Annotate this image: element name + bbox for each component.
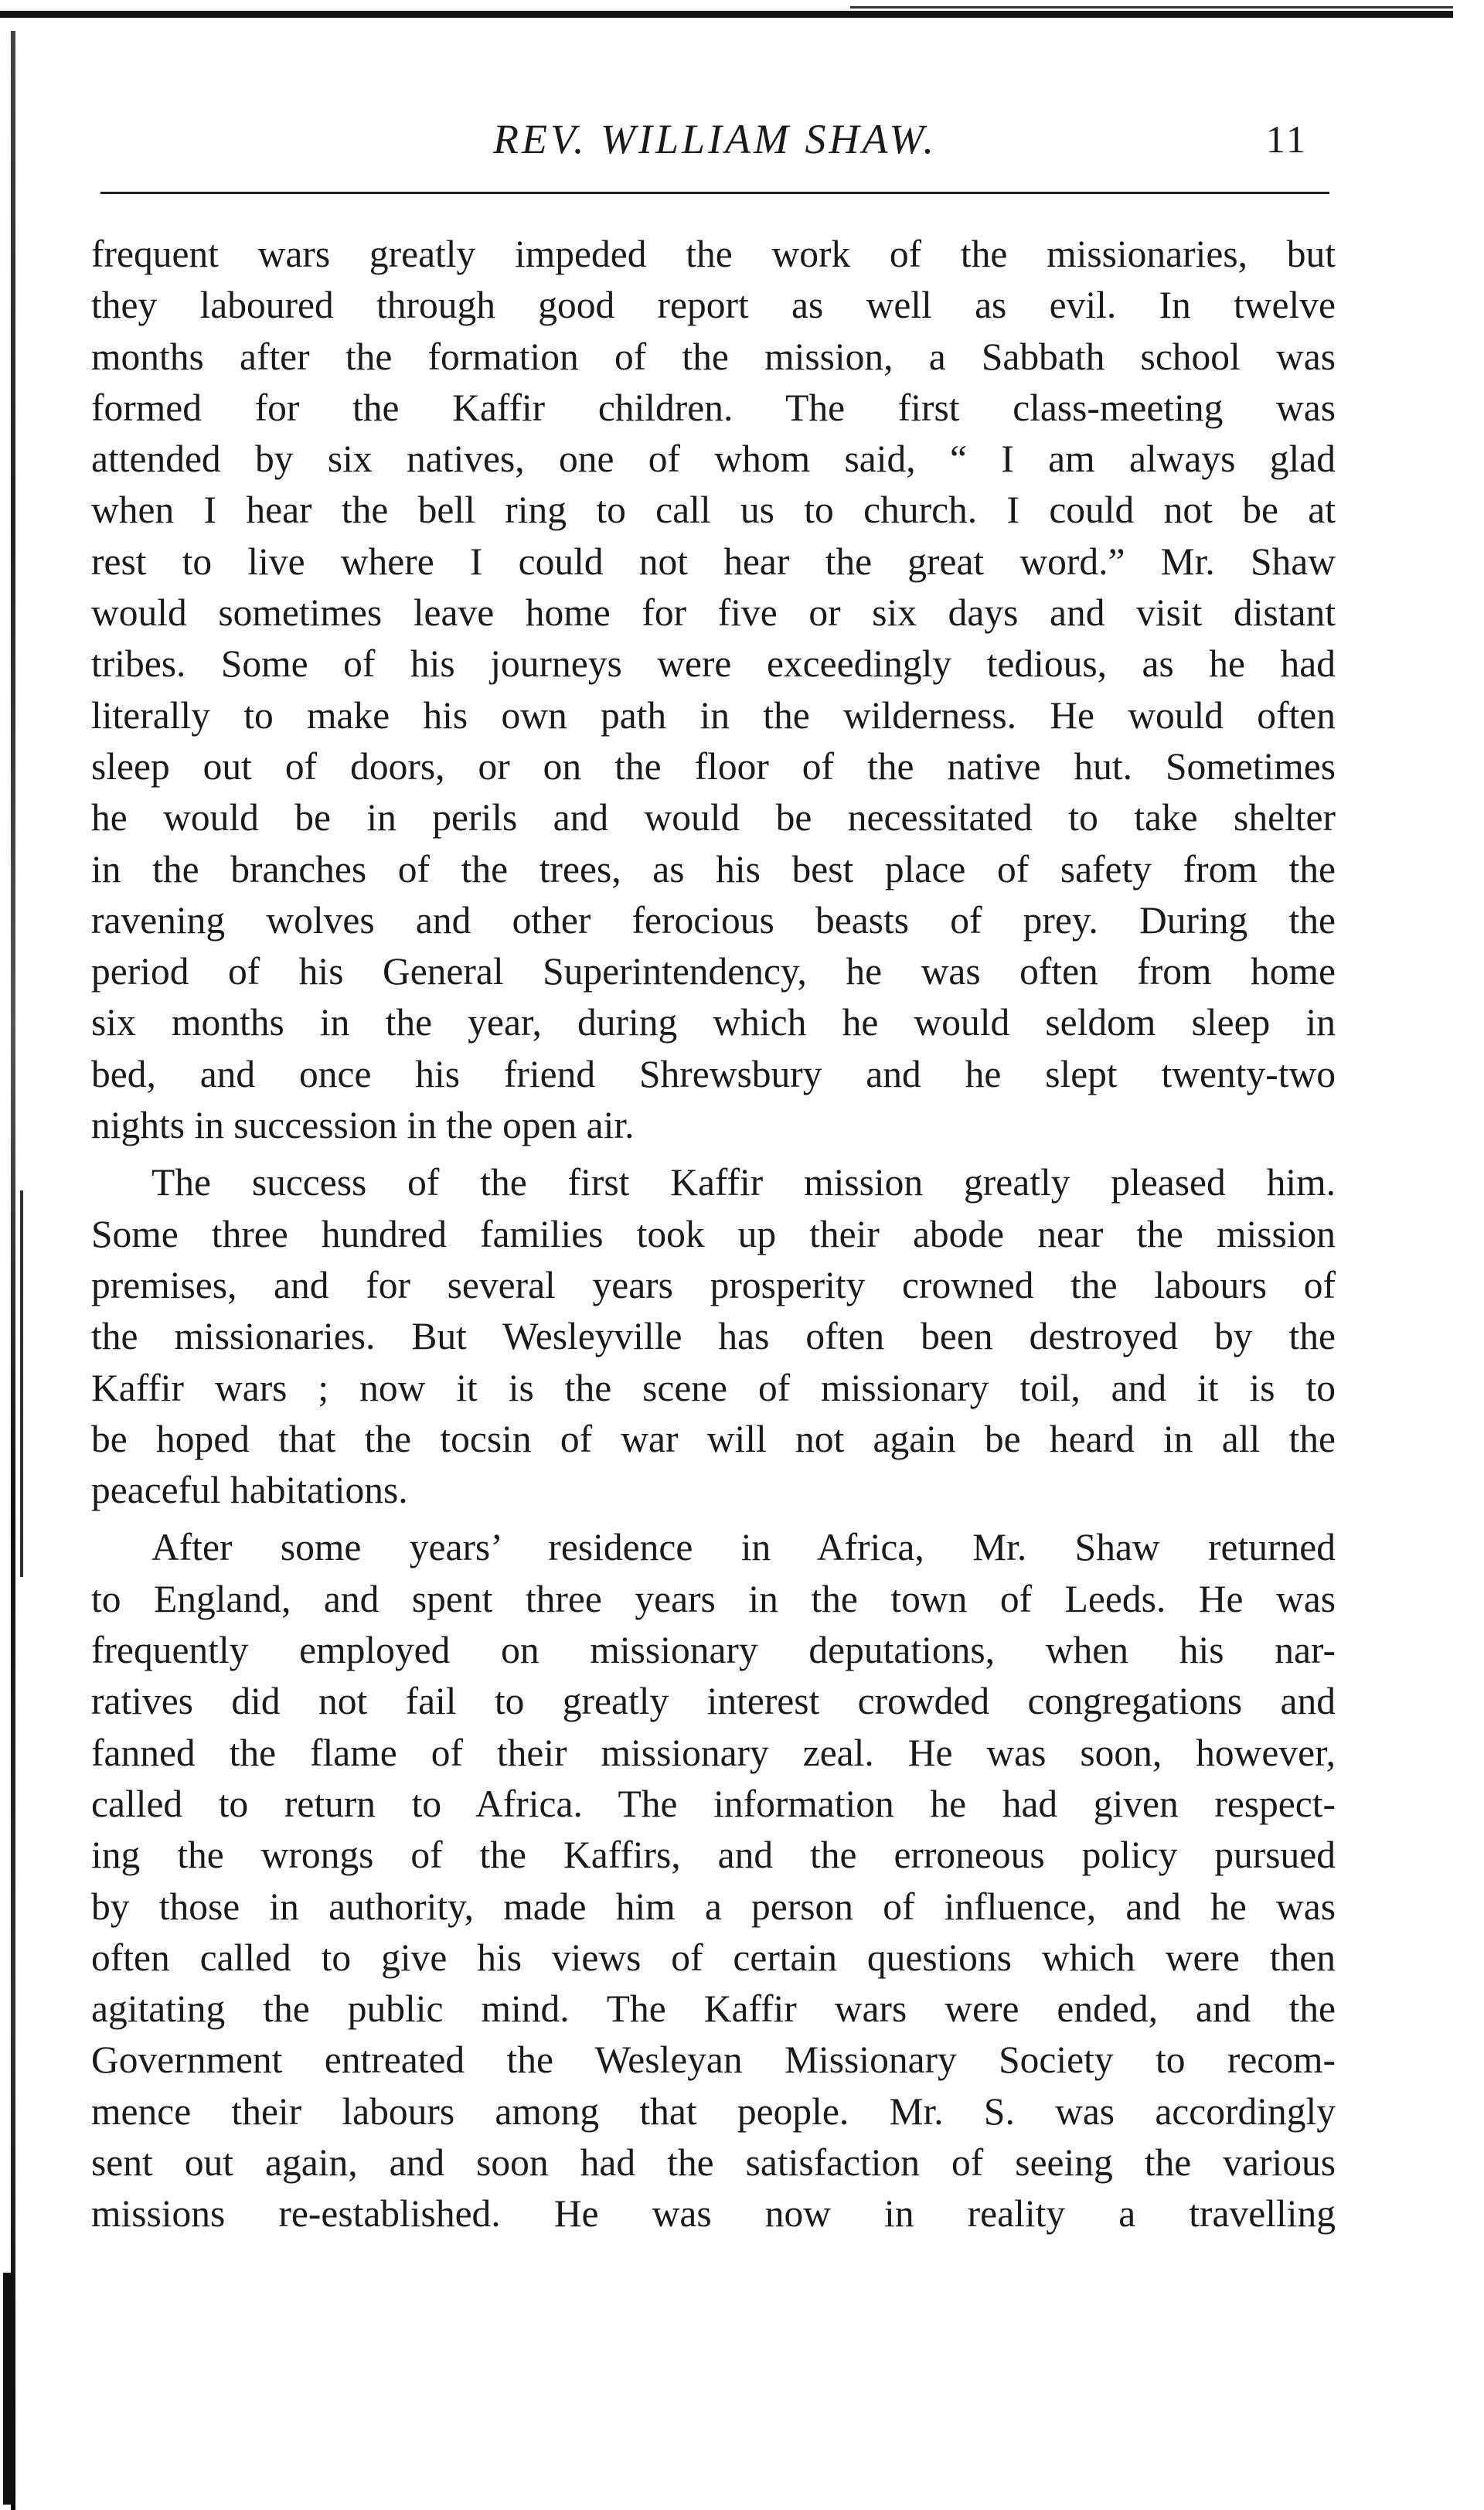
binding-edge-mark <box>20 1190 23 1577</box>
paragraph-1 <box>91 229 1336 1151</box>
text-line: missions re-established. He was now in reality a travelling <box>91 2192 1336 2236</box>
text-line: attended by six natives, one of whom said, “ I am always glad <box>91 438 1336 481</box>
binding-edge <box>0 31 28 2510</box>
running-title: REV. WILLIAM SHAW. <box>493 116 937 162</box>
text-line: period of his General Superintendency, he was often from home <box>91 950 1336 993</box>
text-line: the missionaries. But Wesleyville has often been destroyed by the <box>91 1315 1336 1358</box>
text-line: nights in succession in the open air. <box>91 1104 635 1147</box>
text-line: months after the formation of the mission, a Sabbath school was <box>91 335 1336 378</box>
text-line: sent out again, and soon had the satisfaction of seeing the various <box>91 2140 1336 2184</box>
text-line: formed for the Kaffir children. The first class-meeting was <box>91 386 1336 429</box>
binding-edge-shadow <box>3 2273 14 2505</box>
text-line: bed, and once his friend Shrewsbury and he slept twenty-two <box>91 1052 1336 1095</box>
text-line: ing the wrongs of the Kaffirs, and the erroneous policy pursued <box>91 1834 1336 1877</box>
text-line: they laboured through good report as well as evil. In twelve <box>91 284 1336 327</box>
text-line: when I hear the bell ring to call us to church. I could not be at <box>91 489 1336 532</box>
text-line: he would be in perils and would be necessitated to take shelter <box>91 796 1336 840</box>
text-line: by those in authority, made him a person of influence, and he was <box>91 1885 1336 1928</box>
text-line: sleep out of doors, or on the floor of the native hut. Sometimes <box>91 744 1336 788</box>
header-rule <box>100 192 1329 194</box>
text-line: rest to live where I could not hear the great word.” Mr. Shaw <box>91 540 1336 583</box>
text-line: The success of the first Kaffir mission greatly pleased him. <box>151 1161 1336 1204</box>
text-line: often called to give his views of certain questions which were then <box>91 1936 1336 1979</box>
text-line: agitating the public mind. The Kaffir wars were ended, and the <box>91 1987 1336 2031</box>
text-line: six months in the year, during which he would seldom sleep in <box>91 1001 1336 1044</box>
paragraph-3 <box>91 1522 1336 2239</box>
text-line: premises, and for several years prosperity crowned the labours of <box>91 1263 1336 1306</box>
top-edge-thin-rule <box>850 6 1453 9</box>
text-line: ratives did not fail to greatly interest crowded congregations and <box>91 1680 1336 1723</box>
text-line: frequent wars greatly impeded the work of the missionaries, but <box>91 233 1336 275</box>
top-edge-rule <box>0 11 1453 18</box>
paragraph-2 <box>91 1157 1336 1516</box>
text-line: mence their labours among that people. Mr. S. was accordingly <box>91 2089 1336 2133</box>
text-line: Some three hundred families took up their abode near the mission <box>91 1212 1336 1255</box>
text-line: ravening wolves and other ferocious beasts of prey. During the <box>91 898 1336 942</box>
text-line: frequently employed on missionary deputations, when his nar- <box>91 1629 1336 1672</box>
text-line: literally to make his own path in the wilderness. He would often <box>91 693 1336 737</box>
text-line: Kaffir wars ; now it is the scene of missionary toil, and it is to <box>91 1366 1336 1409</box>
body-text <box>91 229 1336 2246</box>
text-line: in the branches of the trees, as his best place of safety from the <box>91 847 1336 891</box>
text-line: be hoped that the tocsin of war will not again be heard in all the <box>91 1417 1336 1460</box>
text-line: would sometimes leave home for five or six days and visit distant <box>91 591 1336 635</box>
page-header <box>100 112 1329 182</box>
text-line: to England, and spent three years in the town of Leeds. He was <box>91 1577 1336 1620</box>
text-line: called to return to Africa. The information he had given respect- <box>91 1782 1336 1825</box>
page-number: 11 <box>1265 117 1308 161</box>
text-line: Government entreated the Wesleyan Missionary Society to recom- <box>91 2038 1336 2082</box>
text-line: tribes. Some of his journeys were exceedingly tedious, as he had <box>91 642 1336 686</box>
binding-edge-bar <box>11 31 15 2510</box>
text-line: fanned the flame of their missionary zeal. He was soon, however, <box>91 1731 1336 1774</box>
text-line: After some years’ residence in Africa, Mr. Shaw returned <box>151 1526 1336 1569</box>
text-line: peaceful habitations. <box>91 1469 408 1512</box>
